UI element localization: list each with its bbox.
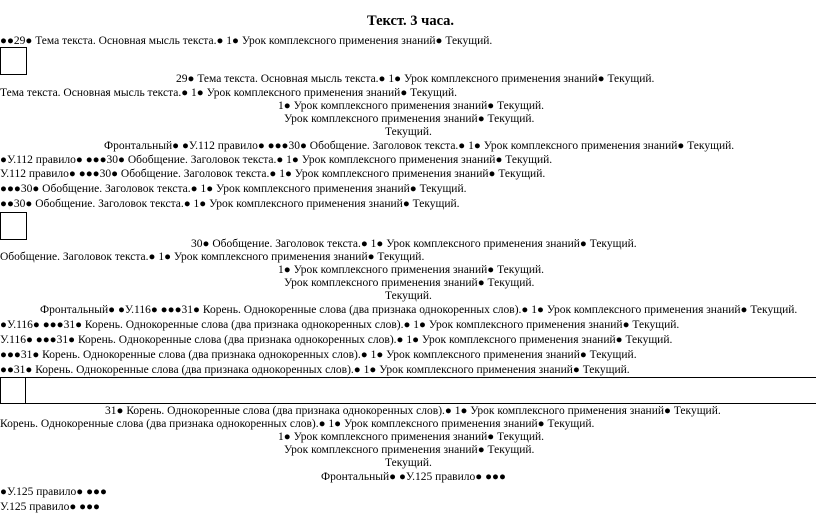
text-line: 1● Урок комплексного применения знаний● Текущий. [278,100,544,112]
text-line: Текущий. [385,290,432,302]
table-cell-box [0,212,27,240]
table-cell-box [0,47,27,75]
text-line: 29● Тема текста. Основная мысль текста.● 1● Урок комплексного применения знаний● Текущий. [176,73,655,85]
text-line: ●●●31● Корень. Однокоренные слова (два признака однокоренных слов).● 1● Урок комплексного применения знаний● Текущий. [0,349,637,361]
text-line: Урок комплексного применения знаний● Текущий. [284,444,535,456]
text-line: 30● Обобщение. Заголовок текста.● 1● Урок комплексного применения знаний● Текущий. [191,238,637,250]
text-line: ●У.112 правило● ●●●30● Обобщение. Заголовок текста.● 1● Урок комплексного применения знаний● Текущий. [0,154,553,166]
text-line: ●●29● Тема текста. Основная мысль текста.● 1● Урок комплексного применения знаний● Текущий. [0,35,493,47]
table-border-top [0,377,816,378]
text-line: ●●●30● Обобщение. Заголовок текста.● 1● Урок комплексного применения знаний● Текущий. [0,183,467,195]
text-line: Фронтальный● ●У.116● ●●●31● Корень. Однокоренные слова (два признака однокоренных слов).● 1● Урок комплексного применения знаний● Текущий. [40,304,798,316]
text-line: Тема текста. Основная мысль текста.● 1● Урок комплексного применения знаний● Текущий. [0,87,458,99]
text-line: 1● Урок комплексного применения знаний● Текущий. [278,431,544,443]
text-line: Фронтальный● ●У.112 правило● ●●●30● Обобщение. Заголовок текста.● 1● Урок комплексного применения знаний● Текущий. [104,140,735,152]
document-title: Текст. 3 часа. [367,13,455,29]
text-line: ●●30● Обобщение. Заголовок текста.● 1● Урок комплексного применения знаний● Текущий. [0,198,460,210]
text-line: У.116● ●●●31● Корень. Однокоренные слова (два признака однокоренных слов).● 1● Урок комплексного применения знаний● Текущий. [0,334,673,346]
text-line: Фронтальный● ●У.125 правило● ●●● [321,471,506,483]
text-line: ●●31● Корень. Однокоренные слова (два признака однокоренных слов).● 1● Урок комплексного применения знаний● Текущий. [0,364,630,376]
text-line: ●У.125 правило● ●●● [0,486,107,498]
table-border-left [0,377,1,403]
text-line: Текущий. [385,126,432,138]
text-line: Корень. Однокоренные слова (два признака однокоренных слов).● 1● Урок комплексного применения знаний● Текущий. [0,418,595,430]
text-line: У.125 правило● ●●● [0,501,101,513]
text-line: 1● Урок комплексного применения знаний● Текущий. [278,264,544,276]
text-line: 31● Корень. Однокоренные слова (два признака однокоренных слов).● 1● Урок комплексного применения знаний● Текущий. [105,405,721,417]
text-line: Урок комплексного применения знаний● Текущий. [284,277,535,289]
text-line: У.112 правило● ●●●30● Обобщение. Заголовок текста.● 1● Урок комплексного применения знаний● Текущий. [0,168,546,180]
table-cell-divider [25,377,26,403]
text-line: Текущий. [385,457,432,469]
text-line: ●У.116● ●●●31● Корень. Однокоренные слова (два признака однокоренных слов).● 1● Урок комплексного применения знаний● Текущий. [0,319,680,331]
text-line: Обобщение. Заголовок текста.● 1● Урок комплексного применения знаний● Текущий. [0,251,425,263]
text-line: Урок комплексного применения знаний● Текущий. [284,113,535,125]
